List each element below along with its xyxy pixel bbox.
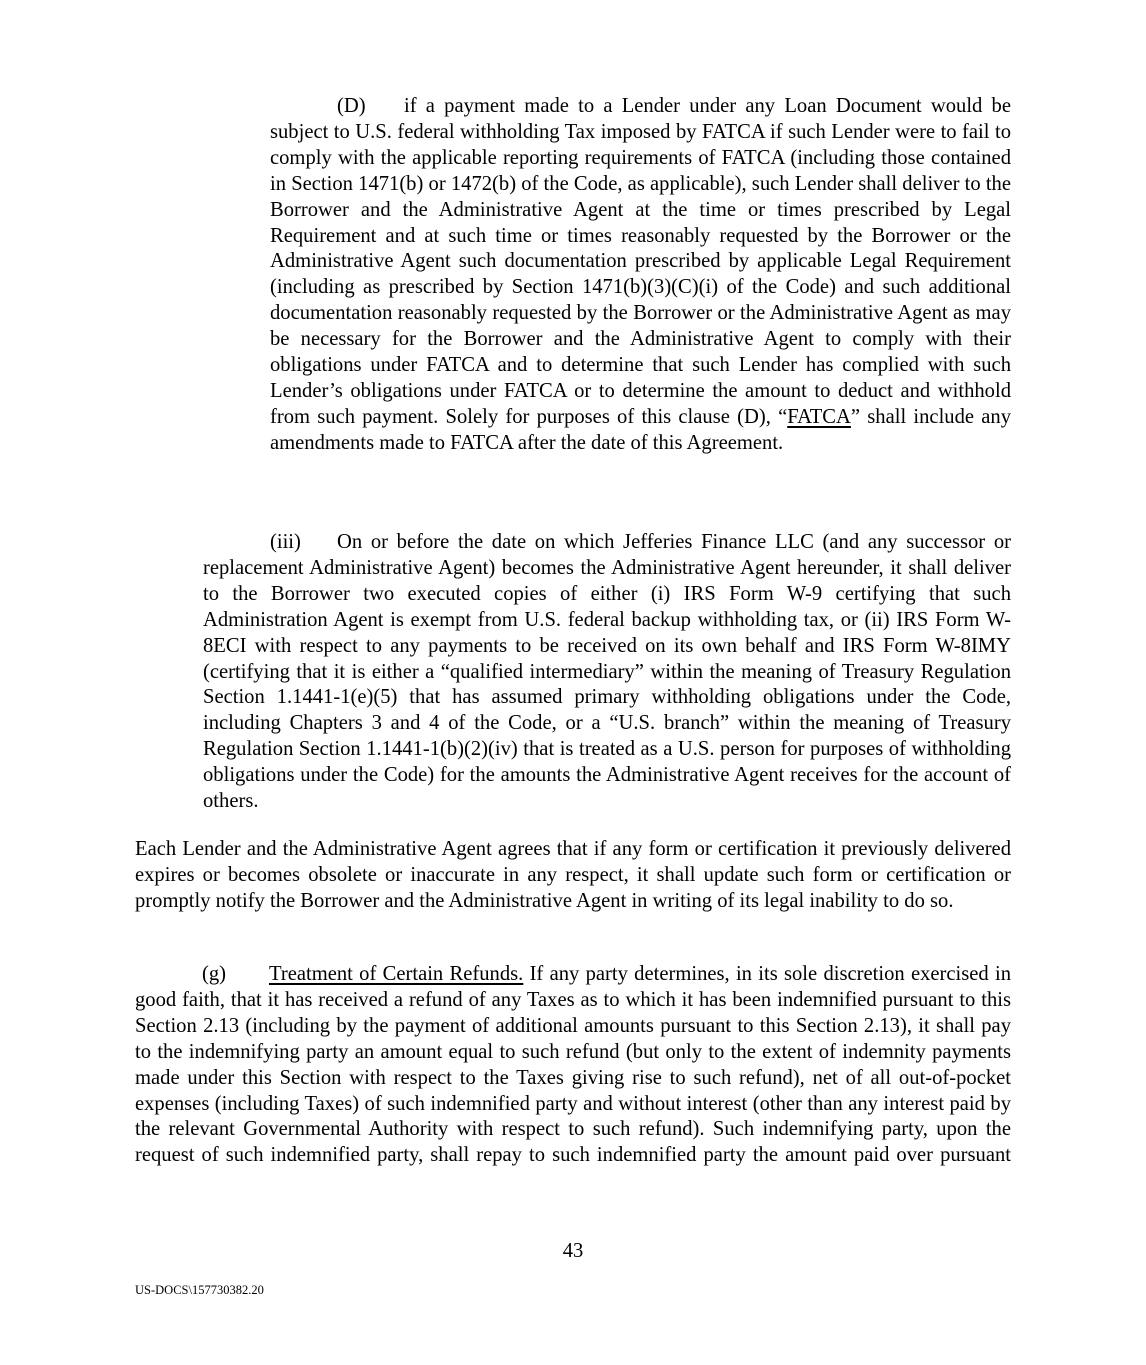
paragraph-d-text: if a payment made to a Lender under any Loan Document would be subject to U.S. federal withholding Tax imposed by FATCA if such Lender were to fail to comply with the applicable reporting requirements of FATCA (including those contained in Section 1471(b) or 1472(b) of the Code, as applicable), such Lender shall deliver to the Borrower and the Administrative Agent at the time or times prescribed by Legal Requirement and at such time or times reasonably requested by the Borrower or the Administrative Agent such documentation prescribed by applicable Legal Requirement (including as prescribed by Section 1471(b)(3)(C)(i) of the Code) and such additional documentation reasonably requested by the Borrower or the Administrative Agent as may be necessary for the Borrower and the Administrative Agent to comply with their obligations under FATCA and to determine that such Lender has complied with such Lender’s obligations under FATCA or to determine the amount to deduct and withhold from such payment. Solely for purposes of this clause (D), “ xyxy=(270,95,1011,428)
paragraph-d xyxy=(270,94,1011,457)
paragraph-d-label: (D) xyxy=(337,95,366,117)
paragraph-g-label: (g) xyxy=(202,963,227,985)
paragraph-iii xyxy=(203,530,1011,815)
paragraph-g-text: If any party determines, in its sole discretion exercised in good faith, that it has received a refund of any Taxes as to which it has been indemnified pursuant to this Section 2.13 (including by the payment of additional amounts pursuant to this Section 2.13), it shall pay to the indemnifying party an amount equal to such refund (but only to the extent of indemnity payments made under this Section with respect to the Taxes giving rise to such refund), net of all out-of-pocket expenses (including Taxes) of such indemnified party and without interest (other than any interest paid by the relevant Governmental Authority with respect to such refund). Such indemnifying party, upon the request of such indemnified party, shall repay to such indemnified party the amount paid over pursuant xyxy=(135,963,1011,1167)
paragraph-g xyxy=(135,962,1011,1169)
page-number: 43 xyxy=(562,1240,584,1262)
paragraph-each-lender-text: Each Lender and the Administrative Agent agrees that if any form or certification it previously delivered expires or becomes obsolete or inaccurate in any respect, it shall update such form or certification or promptly notify the Borrower and the Administrative Agent in writing of its legal inability to do so. xyxy=(135,838,1011,912)
document-id: US-DOCS\157730382.20 xyxy=(135,1283,264,1297)
paragraph-iii-label: (iii) xyxy=(270,531,301,553)
paragraph-each-lender xyxy=(135,837,1011,915)
paragraph-iii-text: On or before the date on which Jefferies Finance LLC (and any successor or replacement Administrative Agent) becomes the Administrative Agent hereunder, it shall deliver to the Borrower two executed copies of either (i) IRS Form W-9 certifying that such Administration Agent is exempt from U.S. federal backup withholding tax, or (ii) IRS Form W-8ECI with respect to any payments to be received on its own behalf and IRS Form W-8IMY (certifying that it is either a “qualified intermediary” within the meaning of Treasury Regulation Section 1.1441-1(e)(5) that has assumed primary withholding obligations under the Code, including Chapters 3 and 4 of the Code, or a “U.S. branch” within the meaning of Treasury Regulation Section 1.1441-1(b)(2)(iv) that is treated as a U.S. person for purposes of withholding obligations under the Code) for the amounts the Administrative Agent receives for the account of others. xyxy=(203,531,1011,813)
paragraph-d-text-end: ” shall include any amendments made to FATCA after the date of this Agreement. xyxy=(270,405,1011,454)
paragraph-g-heading: Treatment of Certain Refunds. xyxy=(269,963,524,985)
fatca-defined-term: FATCA xyxy=(787,405,851,428)
